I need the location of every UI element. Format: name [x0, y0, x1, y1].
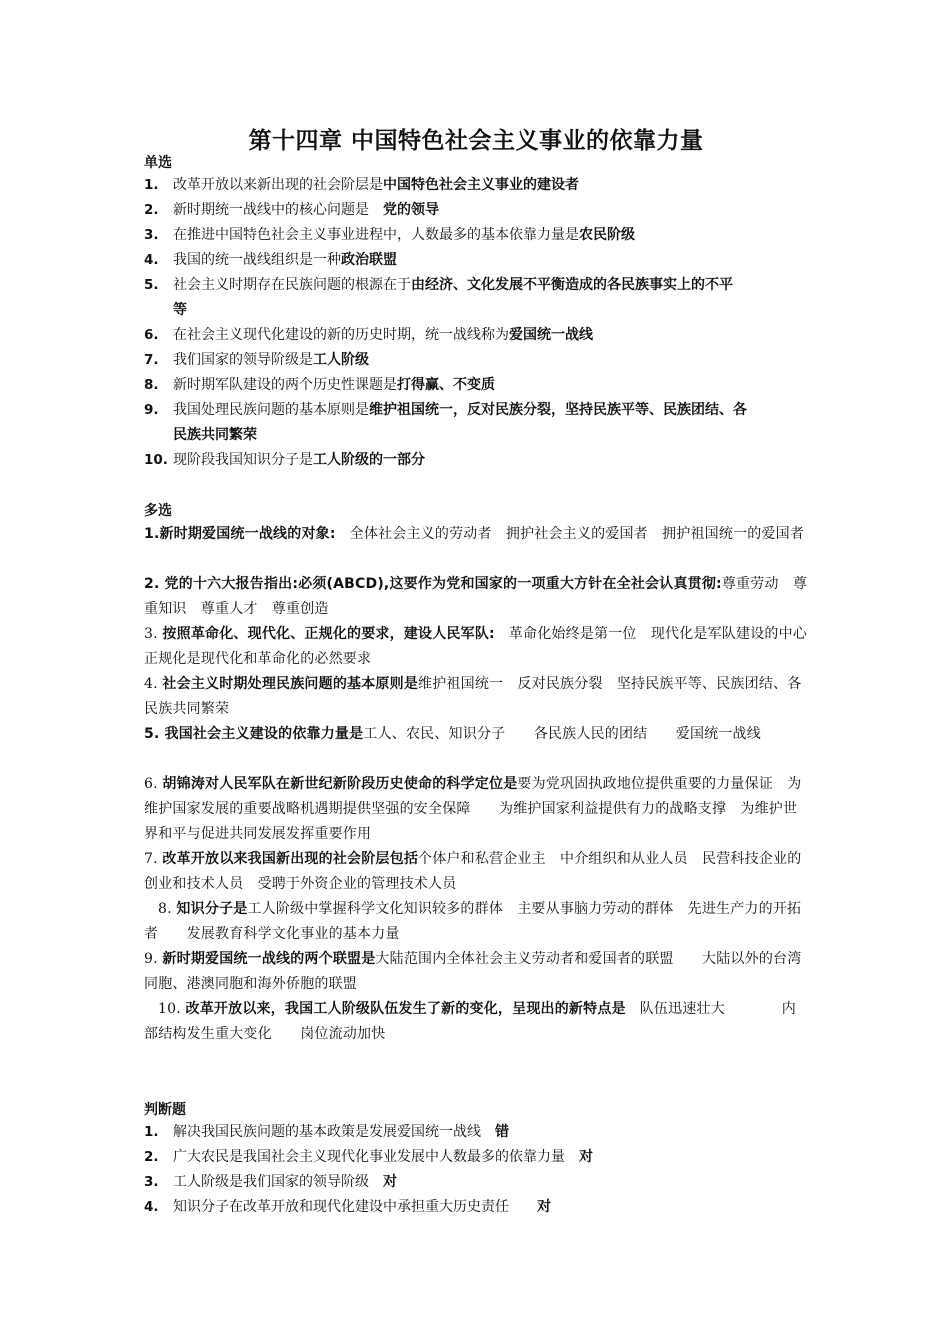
page-title: 第十四章 中国特色社会主义事业的依靠力量: [248, 128, 704, 154]
list-item: 5. 我国社会主义建设的依靠力量是工人、农民、知识分子 各民族人民的团结 爱国统一战线: [144, 726, 761, 742]
list-item: 4. 我国的统一战线组织是一种政治联盟: [144, 252, 397, 268]
list-item: 10. 改革开放以来，我国工人阶级队伍发生了新的变化，呈现出的新特点是 队伍迅速壮大 内部结构发生重大变化 岗位流动加快: [144, 1001, 796, 1042]
section-heading-multi: 多选: [144, 503, 172, 519]
list-item: 2. 广大农民是我国社会主义现代化事业发展中人数最多的依靠力量 对: [144, 1149, 593, 1165]
list-item-continuation: 等: [173, 302, 187, 318]
list-item: 1. 解决我国民族问题的基本政策是发展爱国统一战线 错: [144, 1124, 509, 1140]
list-item: 6. 胡锦涛对人民军队在新世纪新阶段历史使命的科学定位是要为党巩固执政地位提供重要的力量保证 为维护国家发展的重要战略机遇期提供坚强的安全保障 为维护国家利益提供有力的战略支撑 为维护世界和平与促进共同发展发挥重要作用: [144, 776, 802, 842]
list-item: 4. 知识分子在改革开放和现代化建设中承担重大历史责任 对: [144, 1199, 551, 1215]
list-item: 9. 我国处理民族问题的基本原则是维护祖国统一，反对民族分裂，坚持民族平等、民族团结、各: [144, 402, 747, 418]
list-item: 5. 社会主义时期存在民族问题的根源在于由经济、文化发展不平衡造成的各民族事实上的不平: [144, 277, 733, 293]
list-item: 3. 工人阶级是我们国家的领导阶级 对: [144, 1174, 397, 1190]
list-item: 7. 我们国家的领导阶级是工人阶级: [144, 352, 369, 368]
list-item: 9. 新时期爱国统一战线的两个联盟是大陆范围内全体社会主义劳动者和爱国者的联盟 大陆以外的台湾同胞、港澳同胞和海外侨胞的联盟: [144, 951, 802, 992]
list-item: 6. 在社会主义现代化建设的新的历史时期，统一战线称为爱国统一战线: [144, 327, 593, 343]
list-item-continuation: 民族共同繁荣: [173, 427, 257, 443]
list-item: 1. 改革开放以来新出现的社会阶层是中国特色社会主义事业的建设者: [144, 177, 579, 193]
list-item: 10. 现阶段我国知识分子是工人阶级的一部分: [144, 452, 425, 468]
list-item: 2. 新时期统一战线中的核心问题是 党的领导: [144, 202, 439, 218]
list-item: 4. 社会主义时期处理民族问题的基本原则是维护祖国统一 反对民族分裂 坚持民族平等、民族团结、各民族共同繁荣: [144, 676, 802, 717]
list-item: 1.新时期爱国统一战线的对象: 全体社会主义的劳动者 拥护社会主义的爱国者 拥护祖国统一的爱国者: [144, 526, 805, 542]
section-heading-single: 单选: [144, 155, 172, 171]
list-item: 2. 党的十六大报告指出:必须(ABCD),这要作为党和国家的一项重大方针在全社会认真贯彻:尊重劳动 尊重知识 尊重人才 尊重创造: [144, 576, 808, 617]
section-heading-judge: 判断题: [144, 1102, 186, 1118]
list-item: 8. 知识分子是工人阶级中掌握科学文化知识较多的群体 主要从事脑力劳动的群体 先进生产力的开拓者 发展教育科学文化事业的基本力量: [144, 901, 802, 942]
list-item: 7. 改革开放以来我国新出现的社会阶层包括个体户和私营企业主 中介组织和从业人员 民营科技企业的创业和技术人员 受聘于外资企业的管理技术人员: [144, 851, 802, 892]
list-item: 3. 按照革命化、现代化、正规化的要求，建设人民军队: 革命化始终是第一位 现代化是军队建设的中心 正规化是现代化和革命化的必然要求: [144, 626, 822, 667]
list-item: 8. 新时期军队建设的两个历史性课题是打得赢、不变质: [144, 377, 495, 393]
list-item: 3. 在推进中国特色社会主义事业进程中，人数最多的基本依靠力量是农民阶级: [144, 227, 635, 243]
